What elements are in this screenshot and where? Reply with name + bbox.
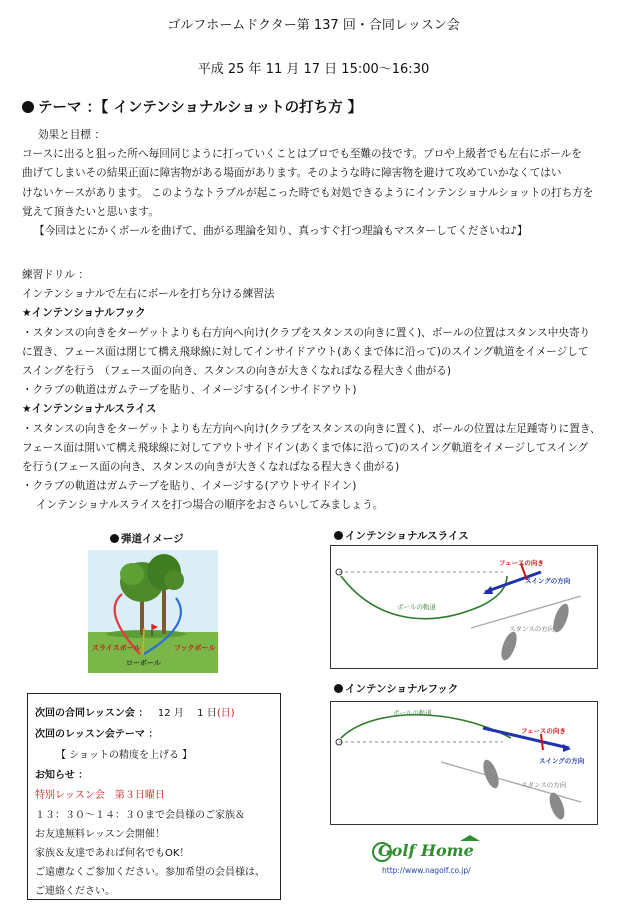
hook-diagram bbox=[330, 701, 598, 825]
info-box bbox=[27, 693, 281, 900]
notice-label: お知らせ ： bbox=[35, 770, 89, 781]
bullet-icon bbox=[334, 531, 343, 540]
bullet-icon bbox=[22, 101, 34, 113]
bullet-icon bbox=[110, 534, 119, 543]
theme-heading bbox=[22, 96, 362, 117]
drill-section bbox=[22, 266, 601, 515]
hook-stance-label: スタンスの方向 bbox=[521, 781, 567, 789]
slice-path-label: ボールの軌道 bbox=[397, 603, 436, 611]
slice-stance-label: スタンスの方向 bbox=[509, 625, 555, 633]
hook-path-label: ボールの軌道 bbox=[393, 709, 432, 717]
hook-ball-label: フックボール bbox=[174, 644, 216, 652]
ballistic-image-heading bbox=[110, 531, 184, 546]
slice-line: フェース面は開いて構え飛球線に対してアウトサイドイン(あくまで体に沿って)のスイング軌道をイメージしてスイング bbox=[22, 441, 589, 454]
hook-diagram-heading bbox=[334, 681, 458, 696]
logo-text: Golf Home bbox=[378, 841, 474, 860]
next-lesson-row bbox=[35, 704, 235, 719]
golf-home-logo bbox=[372, 835, 492, 863]
slice-face-label: フェースの向き bbox=[499, 559, 544, 567]
next-lesson-weekday: (日) bbox=[216, 708, 235, 719]
page-title: ゴルフホームドクター第 137 回・合同レッスン会 bbox=[167, 18, 460, 33]
slice-line: を行う(フェース面の向き、スタンスの向きが大きくなればなる程大きく曲がる) bbox=[22, 460, 400, 473]
next-theme-label: 次回のレッスン会テーマ ： bbox=[35, 729, 159, 740]
next-lesson-day: 1 日 bbox=[197, 708, 217, 719]
low-ball-label: ローボール bbox=[126, 659, 161, 667]
hook-line: ・クラブの軌道はガムテープを貼り、イメージする(インサイドアウト) bbox=[22, 384, 357, 397]
next-lesson-month: 12 月 bbox=[157, 708, 184, 719]
slice-line: ・クラブの軌道はガムテープを貼り、イメージする(アウトサイドイン) bbox=[22, 480, 357, 493]
hook-swing-label: スイングの方向 bbox=[539, 757, 585, 765]
slice-ball-label: スライスボール bbox=[92, 644, 141, 652]
website-link[interactable]: http://www.nagolf.co.jp/ bbox=[382, 866, 471, 875]
hook-line: に置き、フェース面は閉じて構え飛球線に対してインサイドアウト(あくまで体に沿って)のスイング軌道をイメージして bbox=[22, 345, 589, 358]
effects-line: けないケースがあります。 このようなトラブルが起こった時でも対処できるようにインテンショナルショットの打ち方を bbox=[22, 186, 594, 199]
special-event: 特別レッスン会 第３日曜日 bbox=[35, 790, 165, 801]
notice-line: 家族＆友達であれば何名でもOK！ bbox=[35, 848, 190, 859]
effects-section bbox=[22, 126, 593, 241]
slice-title: ★インテンショナルスライス bbox=[22, 403, 157, 416]
bullet-icon bbox=[334, 684, 343, 693]
slice-swing-label: スイングの方向 bbox=[525, 577, 571, 585]
hook-diagram-title: インテンショナルフック bbox=[345, 683, 459, 695]
event-date: 平成 25 年 11 月 17 日 15:00～16:30 bbox=[197, 62, 430, 77]
ballistic-image-title: 弾道イメージ bbox=[121, 533, 184, 545]
next-lesson-label: 次回の合同レッスン会 ： bbox=[35, 708, 149, 719]
slice-line: ・スタンスの向きをターゲットよりも左方向へ向け(クラブをスタンスの向きに置く)、ボールの位置は左足踵寄りに置き、 bbox=[22, 422, 601, 435]
hook-line: ・スタンスの向きをターゲットよりも右方向へ向け(クラブをスタンスの向きに置く)、ボールの位置はスタンス中央寄り bbox=[22, 326, 591, 339]
hook-title: ★インテンショナルフック bbox=[22, 307, 146, 320]
hook-line: スイングを行う （フェース面の向き、スタンスの向きが大きくなればなる程大きく曲がる) bbox=[22, 364, 452, 377]
effects-note: 【今回はとにかくボールを曲げて、曲がる理論を知り、真っすぐ打つ理論もマスターしてくださいね♪】 bbox=[34, 224, 528, 237]
hook-face-label: フェースの向き bbox=[521, 727, 566, 735]
slice-diagram-heading bbox=[334, 528, 469, 543]
drill-closing: インテンショナルスライスを打つ場合の順序をおさらいしてみましょう。 bbox=[36, 499, 384, 512]
effects-line: コースに出ると狙った所へ毎回同じように打っていくことはプロでも至難の技です。プロや上級者でも左右にボールを bbox=[22, 148, 582, 161]
slice-diagram-title: インテンショナルスライス bbox=[345, 530, 469, 542]
drill-heading: 練習ドリル ： bbox=[22, 269, 89, 281]
effects-line: 覚えて頂きたいと思います。 bbox=[22, 205, 159, 218]
theme-label: テーマ ：【 インテンショナルショットの打ち方 】 bbox=[38, 100, 363, 116]
slice-diagram bbox=[330, 545, 598, 669]
ballistic-illustration bbox=[88, 550, 218, 673]
effects-heading: 効果と目標 ： bbox=[38, 129, 105, 141]
next-theme-value: 【 ショットの精度を上げる 】 bbox=[56, 750, 193, 761]
notice-line: ご連絡ください。 bbox=[35, 886, 115, 897]
notice-line: １３：３０～１４：３０まで会員様のご家族＆ bbox=[35, 810, 245, 821]
drill-intro: インテンショナルで左右にボールを打ち分ける練習法 bbox=[22, 288, 275, 301]
effects-line: 曲げてしまいその結果正面に障害物がある場面があります。そのような時に障害物を避けて攻めていかなくてはい bbox=[22, 167, 562, 180]
notice-line: お友達無料レッスン会開催！ bbox=[35, 829, 165, 840]
notice-line: ご遠慮なくご参加ください。参加希望の会員様は、 bbox=[35, 867, 265, 878]
